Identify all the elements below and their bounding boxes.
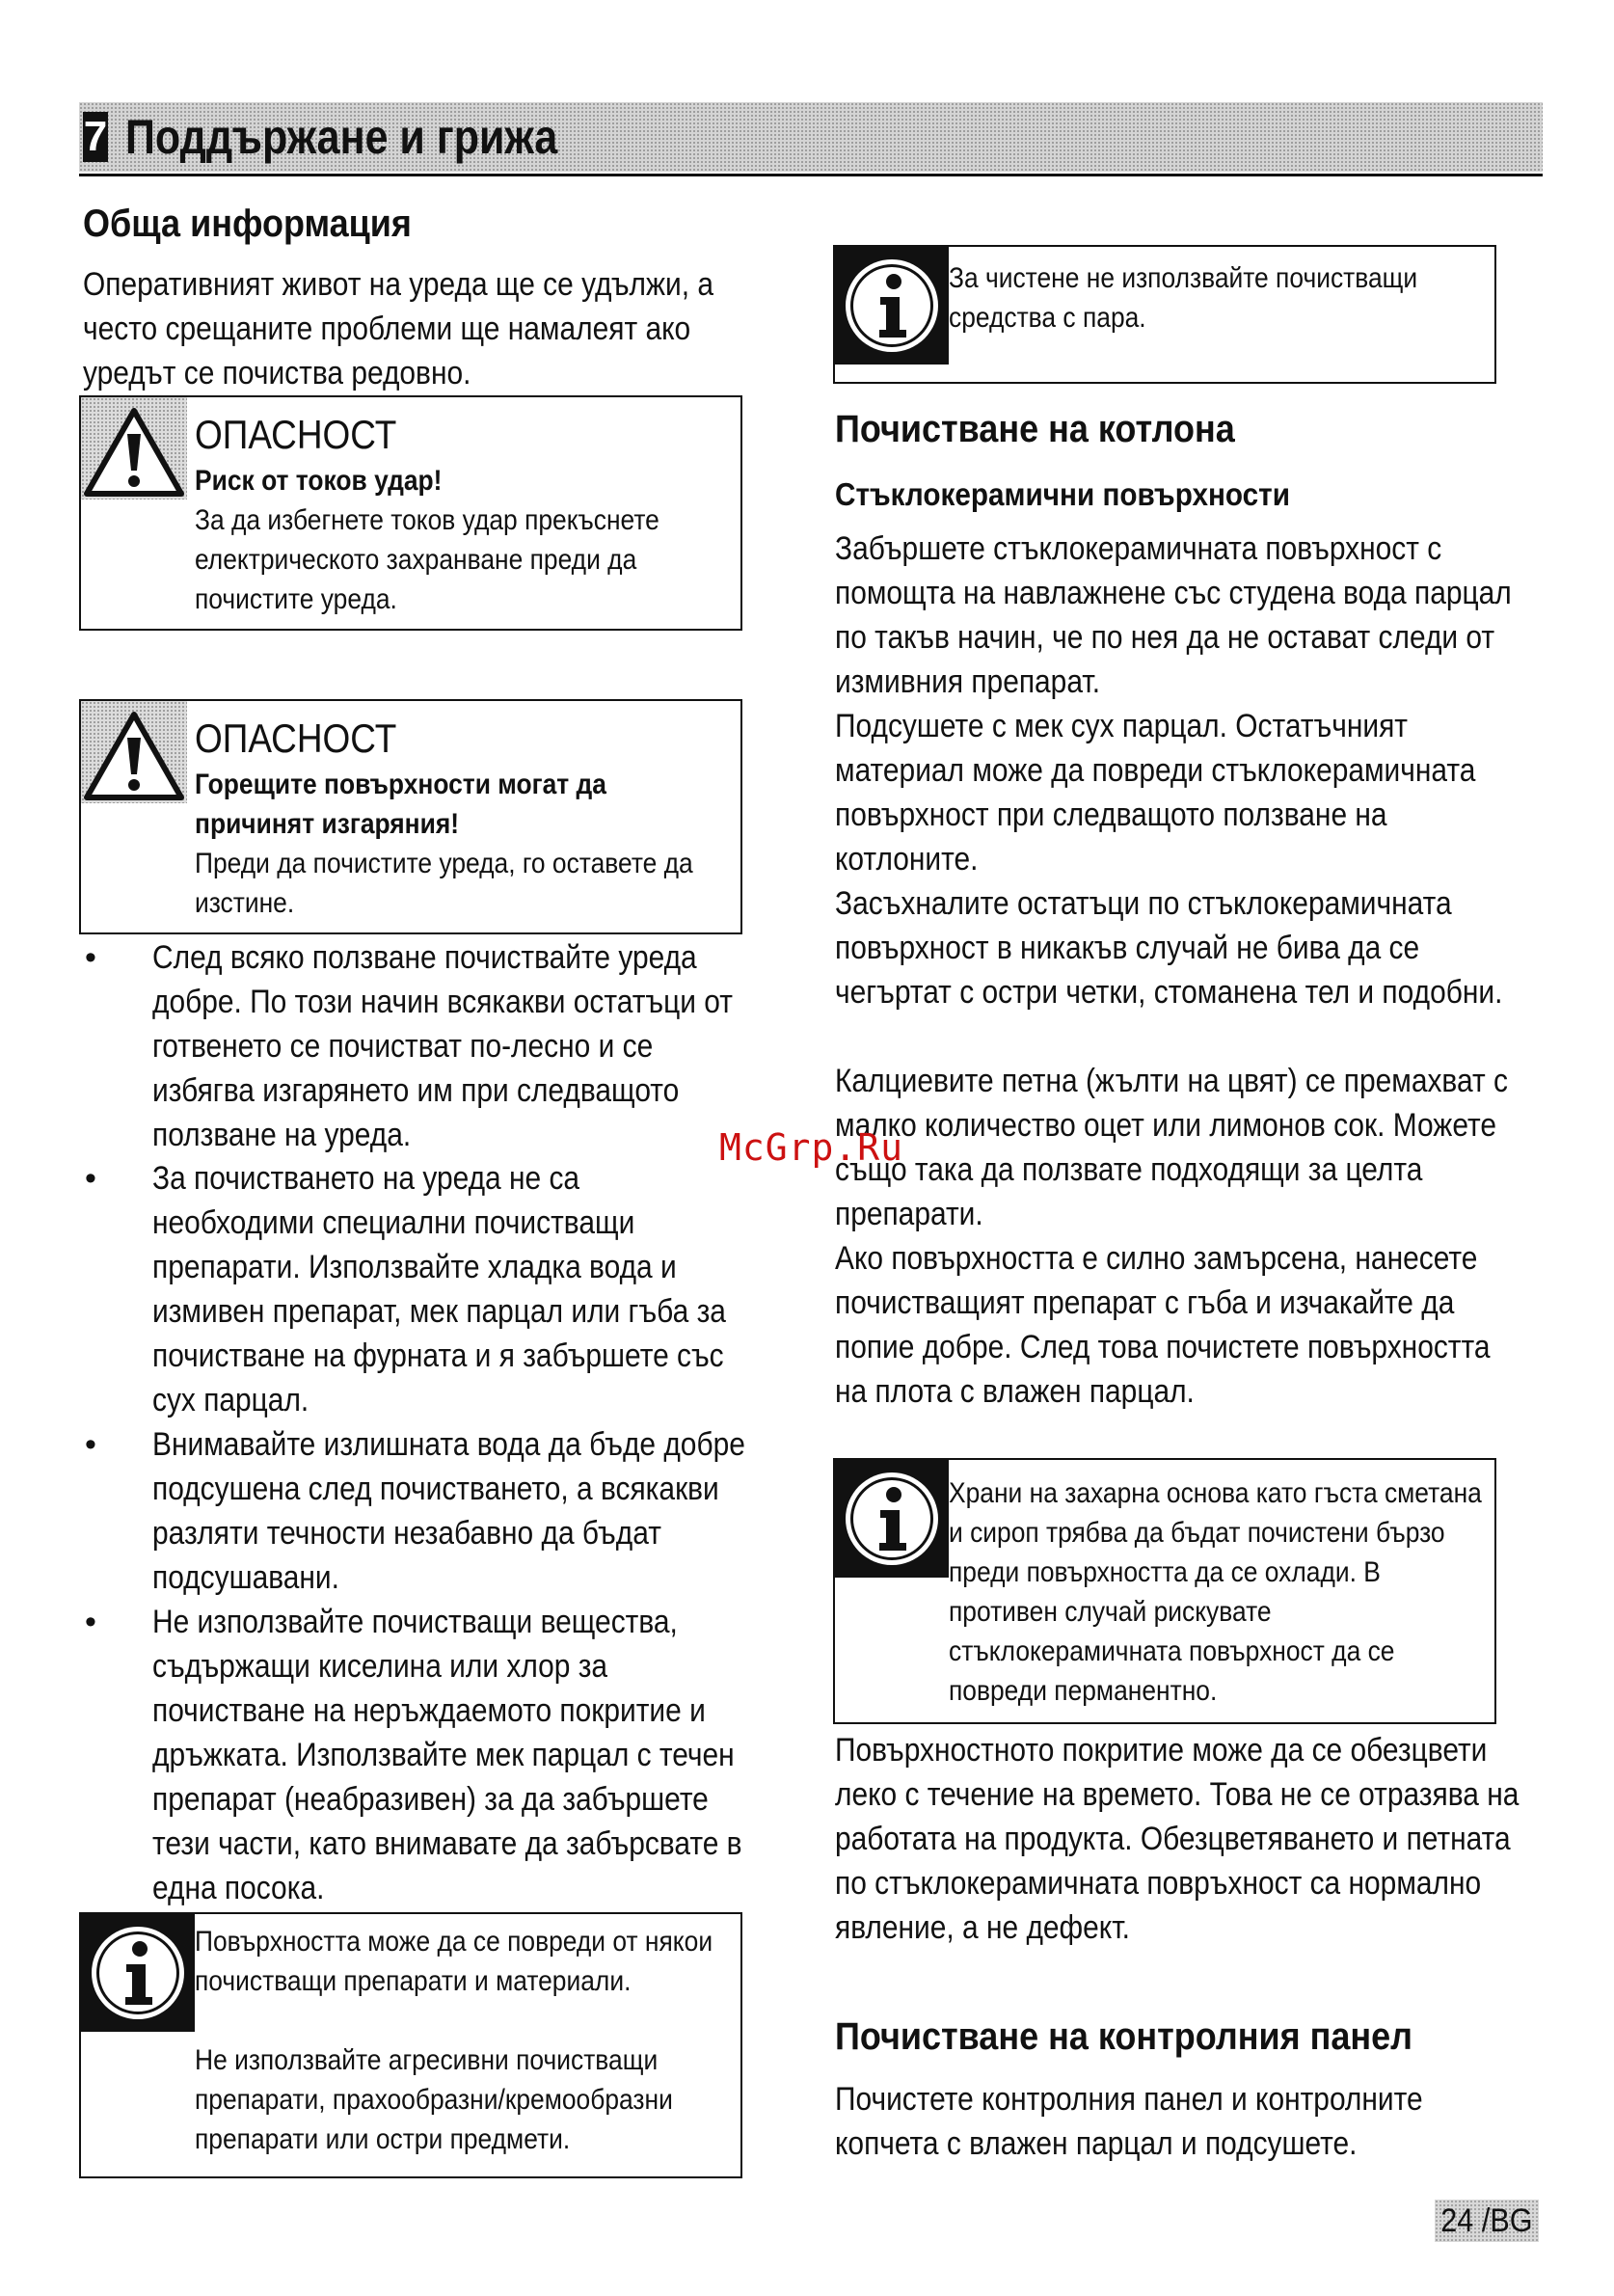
- bullet-marker: •: [85, 1160, 96, 1197]
- warning-triangle-icon: [83, 407, 185, 498]
- list-item: [85, 1600, 827, 1910]
- danger-title: ОПАСНОСТ: [195, 716, 397, 761]
- info-icon: [835, 1460, 949, 1578]
- general-intro: Оперативният живот на уреда ще се удължи, а често срещаните проблеми ще намалеят ако уредът се почиства редовно.: [83, 266, 713, 392]
- list-item: [85, 1422, 827, 1600]
- bullet-marker: •: [85, 939, 96, 976]
- hob-paragraph: Калциевите петна (жълти на цвят) се премахват с малко количество оцет или лимонов сок. Можете също така да ползвате подходящи за целта препарати.: [835, 1063, 1508, 1232]
- page-number-text: 24 /BG: [1440, 2202, 1533, 2239]
- info-icon: [81, 1914, 195, 2032]
- bullet-marker: •: [85, 1604, 96, 1640]
- hob-heading: Почистване на котлона: [835, 408, 1235, 450]
- cleaning-bullet-list: [85, 935, 827, 1910]
- page-number: [1435, 2200, 1539, 2242]
- control-panel-heading: Почистване на контролния панел: [835, 2015, 1413, 2058]
- bullet-text: След всяко ползване почиствайте уреда добре. По този начин всякакви остатъци от готвенето се почистват по-лесно и се избягва изгарянето им при следващото ползване на уреда.: [152, 939, 733, 1153]
- chapter-title: Поддържане и грижа: [125, 110, 558, 164]
- hob-paragraph: Забършете стъклокерамичната повърхност с помощта на навлажнене със студена вода парцал по такъв начин, че по нея да не остават следи от измивния препарат.: [835, 530, 1512, 700]
- info-box-steam: [833, 245, 1496, 384]
- danger-box-hot-surfaces: [79, 699, 742, 934]
- danger-box-electric: [79, 395, 742, 631]
- info-box-sugar-foods: [833, 1458, 1496, 1724]
- warning-triangle-icon: [83, 711, 185, 801]
- danger-subtitle: Риск от токов удар!: [195, 465, 443, 497]
- list-item: [85, 935, 827, 1156]
- surface-paragraph: Повърхностното покритие може да се обезцвети леко с течение на времето. Това не се отразява на работата на продукта. Обезцветяването и петната по стъклокерамичната повръхност са нормално явление, а не дефект.: [835, 1732, 1520, 1946]
- bullet-marker: •: [85, 1426, 96, 1463]
- hob-paragraph: Ако повърхността е силно замърсена, нанесете почистващият препарат с гъба и изчакайте да попие добре. След това почистете повърхността на плота с влажен парцал.: [835, 1240, 1491, 1410]
- info-icon: [835, 247, 949, 365]
- info-text: Повърхността може да се повреди от някои почистващи препарати и материали.: [195, 1926, 713, 1997]
- bullet-text: Не използвайте почистващи вещества, съдържащи киселина или хлор за почистване на неръждаемото покритие и дръжката. Използвайте мек парцал с течен препарат (неабразивен) за да забършете тези части, като внимавате да забърсвате в една посока.: [152, 1604, 742, 1906]
- hob-paragraph: Подсушете с мек сух парцал. Остатъчният материал може да повреди стъклокерамичната повърхност при следващото ползване на котлоните.: [835, 708, 1476, 878]
- watermark: McGrp.Ru: [719, 1126, 904, 1169]
- info-text: За чистене не използвайте почистващи средства с пара.: [949, 262, 1418, 334]
- chapter-number: 7: [83, 113, 108, 160]
- hob-subheading: Стъклокерамични повърхности: [835, 476, 1290, 512]
- info-box-cleaning-agents: [79, 1912, 742, 2178]
- general-heading: Обща информация: [83, 203, 412, 245]
- danger-text: Преди да почистите уреда, го оставете да изстине.: [195, 848, 693, 919]
- bullet-text: Внимавайте излишната вода да бъде добре подсушена след почистването, а всякакви разляти течности незабавно да бъдат подсушавани.: [152, 1426, 745, 1596]
- danger-text: За да избегнете токов удар прекъснете електрическото захранване преди да почистите уреда.: [195, 504, 659, 615]
- chapter-header-rule: [79, 174, 1543, 176]
- danger-subtitle: Горещите повърхности могат да причинят изгаряния!: [195, 769, 606, 840]
- control-panel-text: Почистете контролния панел и контролните копчета с влажен парцал и подсушете.: [835, 2081, 1423, 2162]
- list-item: [85, 1156, 827, 1422]
- bullet-text: За почистването на уреда не са необходими специални почистващи препарати. Използвайте хладка вода и измивен препарат, мек парцал или гъба за почистване на фурната и я забършете със сух парцал.: [152, 1160, 726, 1418]
- info-text: Храни на захарна основа като гъста сметана и сироп трябва да бъдат почистени бързо преди повърхността да се охлади. В противен случай рискувате стъклокерамичната повърхност да се повреди перманентно.: [949, 1477, 1482, 1707]
- hob-paragraph: Засъхналите остатъци по стъклокерамичната повърхност в никакъв случай не бива да се чегъртат с остри четки, стоманена тел и подобни.: [835, 885, 1503, 1011]
- info-text: Не използвайте агресивни почистващи препарати, прахообразни/кремообразни препарати или остри предмети.: [195, 2044, 673, 2155]
- danger-title: ОПАСНОСТ: [195, 412, 397, 457]
